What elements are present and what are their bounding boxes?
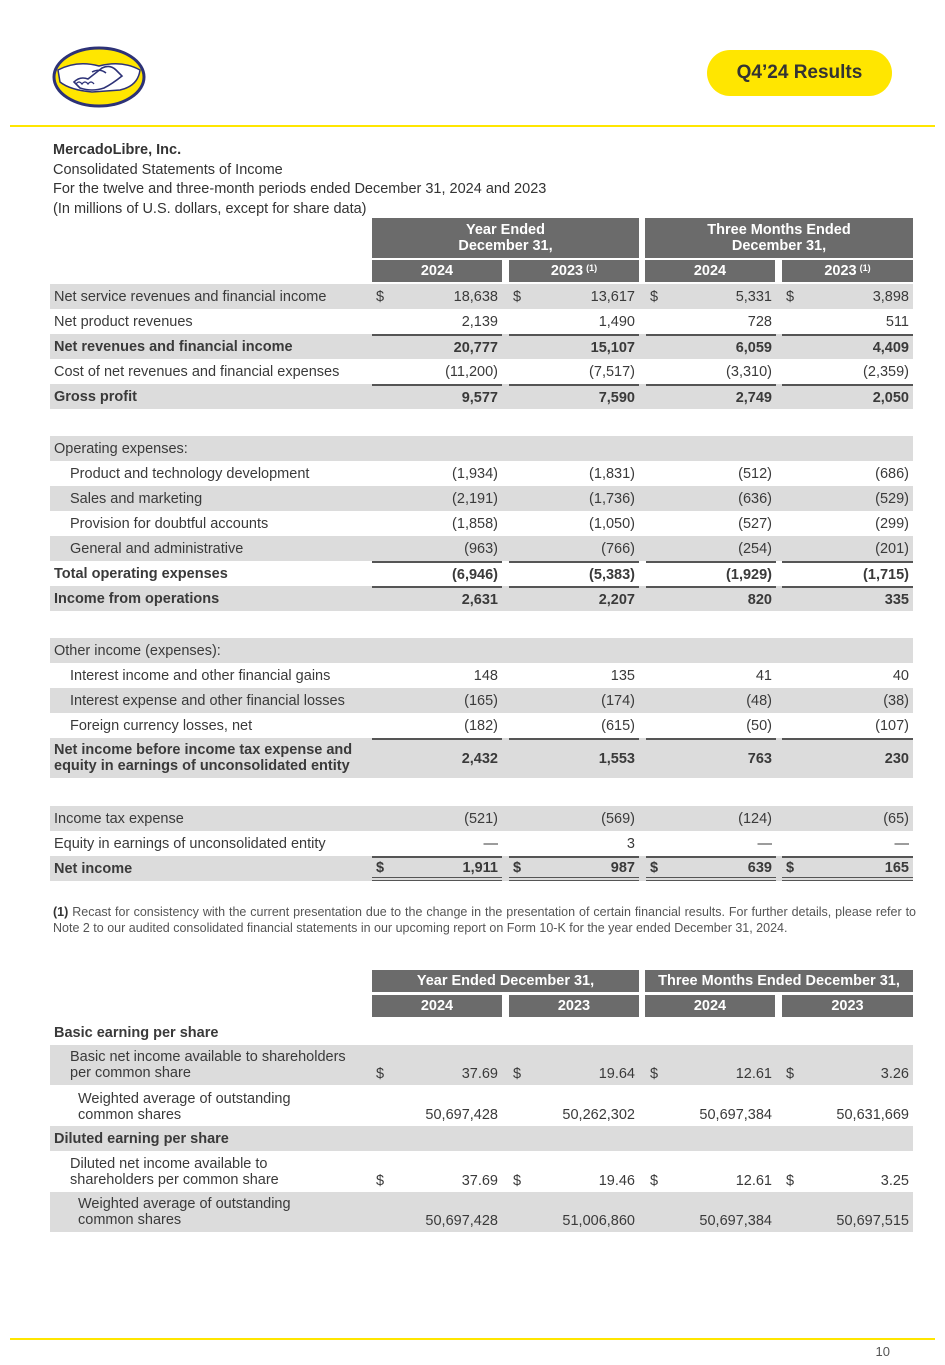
cell-value: (65) (883, 810, 909, 827)
row-label: Basic net income available to shareholders per common share (70, 1049, 346, 1081)
value-cell (509, 284, 639, 309)
value-cell (646, 461, 776, 486)
value-cell (372, 1152, 502, 1192)
cell-value: 2,432 (461, 751, 498, 767)
cell-value: (1,736) (589, 490, 635, 507)
row-label: Cost of net revenues and financial expenses (54, 363, 340, 380)
header-col-2023-year: 2023 $^{(1)}$ (509, 260, 639, 282)
table-row (50, 511, 913, 536)
cell-value: 20,777 (453, 339, 498, 356)
cell-value: 5,331 (735, 288, 772, 305)
value-cell (509, 359, 639, 384)
eps-header-three-months-ended: Three Months Ended December 31, (645, 970, 913, 992)
value-cell (782, 309, 913, 334)
value-cell (372, 586, 502, 611)
value-cell (372, 1045, 502, 1085)
cell-value: (107) (875, 717, 909, 734)
value-cell (782, 536, 913, 561)
dollar-sign: $ (513, 1066, 522, 1082)
footnote-marker: (1) (53, 905, 69, 919)
page-number: 10 (875, 1344, 890, 1359)
cell-value: 639 (747, 859, 772, 876)
cell-value: (165) (464, 692, 498, 709)
dollar-sign: $ (650, 859, 659, 876)
value-cell (646, 856, 776, 881)
section-header-row (50, 638, 913, 663)
cell-value: 148 (473, 667, 498, 684)
cell-value: — (757, 835, 772, 852)
cell-value: 4,409 (872, 339, 909, 356)
header-col-2024-year: 2024 (372, 260, 502, 282)
cell-value: 2,749 (735, 389, 772, 406)
dollar-sign: $ (786, 1173, 795, 1189)
cell-value: (1,050) (589, 515, 635, 532)
cell-value: (5,383) (589, 566, 635, 583)
value-cell (509, 1192, 639, 1232)
value-cell (646, 511, 776, 536)
cell-value: 12.61 (735, 1066, 772, 1082)
eps-section-title (50, 1020, 913, 1045)
dollar-sign: $ (376, 1173, 385, 1189)
cell-value: (7,517) (589, 363, 635, 380)
cell-value: 820 (747, 591, 772, 608)
cell-value: 50,697,515 (836, 1213, 909, 1229)
value-cell (646, 359, 776, 384)
cell-value: — (483, 835, 498, 852)
dollar-sign: $ (786, 859, 795, 876)
value-cell (782, 384, 913, 409)
dollar-sign: $ (376, 288, 385, 305)
cell-value: 50,697,428 (425, 1107, 498, 1123)
cell-value: 3.26 (880, 1066, 909, 1082)
cell-value: (6,946) (452, 566, 498, 583)
eps-col-2024-quarter: 2024 (645, 995, 775, 1017)
value-cell (372, 461, 502, 486)
value-cell (509, 663, 639, 688)
cell-value: (1,858) (452, 515, 498, 532)
value-cell (372, 831, 502, 856)
cell-value: 51,006,860 (562, 1213, 635, 1229)
row-label: Income from operations (54, 590, 220, 607)
table-row (50, 738, 913, 778)
value-cell (646, 486, 776, 511)
section-header-row (50, 436, 913, 461)
table-row (50, 359, 913, 384)
row-label: Net product revenues (54, 313, 193, 330)
table-row (50, 461, 913, 486)
row-label: Other income (expenses): (54, 642, 221, 659)
value-cell (509, 309, 639, 334)
dollar-sign: $ (650, 1173, 659, 1189)
eps-col-2023-year: 2023 (509, 995, 639, 1017)
value-cell (372, 334, 502, 359)
dollar-sign: $ (376, 859, 385, 876)
statement-units: (In millions of U.S. dollars, except for share data) (53, 200, 367, 217)
cell-value: 987 (610, 859, 635, 876)
table-row (50, 1192, 913, 1232)
cell-value: (174) (601, 692, 635, 709)
value-cell (782, 486, 913, 511)
cell-value: (529) (875, 490, 909, 507)
dollar-sign: $ (376, 1066, 385, 1082)
value-cell (509, 561, 639, 586)
value-cell (782, 284, 913, 309)
value-cell (372, 384, 502, 409)
value-cell (782, 738, 913, 778)
cell-value: (521) (464, 810, 498, 827)
row-label: Net income (54, 860, 133, 877)
value-cell (782, 1152, 913, 1192)
cell-value: 50,631,669 (836, 1107, 909, 1123)
value-cell (782, 586, 913, 611)
dollar-sign: $ (513, 288, 522, 305)
cell-value: (2,359) (863, 363, 909, 380)
value-cell (646, 806, 776, 831)
header-three-months-ended: Three Months Ended December 31, (645, 218, 913, 258)
cell-value: (569) (601, 810, 635, 827)
cell-value: (124) (738, 810, 772, 827)
cell-value: 335 (884, 591, 909, 608)
cell-value: 763 (747, 751, 772, 767)
value-cell (646, 1152, 776, 1192)
row-label: Weighted average of outstanding common shares (78, 1196, 291, 1228)
value-cell (646, 1192, 776, 1232)
cell-value: (1,715) (863, 566, 909, 583)
cell-value: (615) (601, 717, 635, 734)
header-divider (10, 125, 935, 127)
cell-value: 2,139 (461, 313, 498, 330)
cell-value: 2,050 (872, 389, 909, 406)
dollar-sign: $ (513, 1173, 522, 1189)
value-cell (646, 334, 776, 359)
table-row (50, 1045, 913, 1085)
dollar-sign: $ (786, 288, 795, 305)
cell-value: 15,107 (590, 339, 635, 356)
row-label: Provision for doubtful accounts (70, 515, 269, 532)
row-label: Gross profit (54, 388, 137, 405)
value-cell (372, 1088, 502, 1126)
table-row (50, 561, 913, 586)
cell-value: (299) (875, 515, 909, 532)
cell-value: 13,617 (590, 288, 635, 305)
value-cell (646, 713, 776, 738)
cell-value: (1,929) (726, 566, 772, 583)
row-label: Interest income and other financial gains (70, 667, 331, 684)
cell-value: 1,553 (598, 751, 635, 767)
footer-divider (10, 1338, 935, 1340)
cell-value: 19.46 (598, 1173, 635, 1189)
value-cell (509, 1045, 639, 1085)
value-cell (782, 511, 913, 536)
value-cell (372, 561, 502, 586)
table-row (50, 586, 913, 611)
cell-value: — (894, 835, 909, 852)
cell-value: (254) (738, 540, 772, 557)
value-cell (509, 536, 639, 561)
table-row (50, 1152, 913, 1192)
value-cell (782, 713, 913, 738)
value-cell (509, 334, 639, 359)
value-cell (646, 309, 776, 334)
value-cell (782, 1045, 913, 1085)
value-cell (372, 738, 502, 778)
cell-value: 37.69 (461, 1066, 498, 1082)
table-row (50, 384, 913, 409)
cell-value: 40 (892, 667, 909, 684)
value-cell (646, 1088, 776, 1126)
cell-value: 1,490 (598, 313, 635, 330)
row-label: Diluted net income available to shareholders per common share (70, 1156, 279, 1188)
value-cell (646, 831, 776, 856)
footnote-text: Recast for consistency with the current presentation due to the change in the presentation of certain financial results. For further details, please refer to Note 2 to our audited consolidated financial statements in our upcoming report on Form 10-K for the year ended December 31, 2024. (53, 905, 916, 935)
footnote (53, 904, 916, 936)
value-cell (372, 486, 502, 511)
eps-col-2023-quarter: 2023 (782, 995, 913, 1017)
statement-period: For the twelve and three-month periods ended December 31, 2024 and 2023 (53, 181, 547, 197)
value-cell (646, 663, 776, 688)
table-row (50, 856, 913, 881)
cell-value: 50,697,384 (699, 1107, 772, 1123)
cell-value: (1,831) (589, 465, 635, 482)
value-cell (509, 738, 639, 778)
value-cell (509, 586, 639, 611)
table-row (50, 1088, 913, 1126)
table-row (50, 806, 913, 831)
cell-value: 728 (747, 313, 772, 330)
value-cell (372, 688, 502, 713)
value-cell (509, 831, 639, 856)
value-cell (782, 856, 913, 881)
value-cell (372, 663, 502, 688)
value-cell (509, 806, 639, 831)
cell-value: 7,590 (598, 389, 635, 406)
row-label: Operating expenses: (54, 440, 188, 457)
value-cell (646, 384, 776, 409)
cell-value: 1,911 (462, 859, 498, 876)
row-label: General and administrative (70, 540, 244, 557)
value-cell (372, 359, 502, 384)
cell-value: 50,262,302 (562, 1107, 635, 1123)
table-row (50, 284, 913, 309)
value-cell (782, 663, 913, 688)
row-label: Interest expense and other financial losses (70, 692, 345, 709)
cell-value: 19.64 (598, 1066, 635, 1082)
value-cell (782, 334, 913, 359)
dollar-sign: $ (513, 859, 522, 876)
value-cell (509, 486, 639, 511)
header-col-2023-quarter: 2023 $^{(1)}$ (782, 260, 913, 282)
table-row (50, 486, 913, 511)
value-cell (509, 1088, 639, 1126)
cell-value: 50,697,384 (699, 1213, 772, 1229)
row-label: Weighted average of outstanding common shares (78, 1091, 291, 1123)
value-cell (372, 511, 502, 536)
cell-value: 3 (626, 835, 635, 852)
cell-value: (963) (464, 540, 498, 557)
cell-value: 18,638 (453, 288, 498, 305)
value-cell (372, 806, 502, 831)
company-name: MercadoLibre, Inc. (53, 142, 182, 158)
value-cell (646, 688, 776, 713)
cell-value: (11,200) (445, 363, 498, 380)
row-label: Income tax expense (54, 810, 184, 827)
table-row (50, 831, 913, 856)
value-cell (509, 461, 639, 486)
row-label: Net revenues and financial income (54, 338, 293, 355)
eps-header-year-ended: Year Ended December 31, (372, 970, 639, 992)
value-cell (372, 856, 502, 881)
row-label: Sales and marketing (70, 490, 203, 507)
statement-title: Consolidated Statements of Income (53, 161, 283, 178)
cell-value: 135 (610, 667, 635, 684)
value-cell (646, 536, 776, 561)
cell-value: 6,059 (735, 339, 772, 356)
row-label: Foreign currency losses, net (70, 717, 253, 734)
header-col-2024-quarter: 2024 (645, 260, 775, 282)
value-cell (782, 561, 913, 586)
cell-value: (182) (464, 717, 498, 734)
statement-heading (53, 141, 546, 219)
dollar-sign: $ (650, 1066, 659, 1082)
header-year-ended: Year Ended December 31, (372, 218, 639, 258)
table-row (50, 536, 913, 561)
table-row (50, 663, 913, 688)
cell-value: (766) (601, 540, 635, 557)
row-label: Product and technology development (70, 465, 310, 482)
dollar-sign: $ (786, 1066, 795, 1082)
cell-value: (50) (746, 717, 772, 734)
eps-col-2024-year: 2024 (372, 995, 502, 1017)
value-cell (509, 511, 639, 536)
dollar-sign: $ (650, 288, 659, 305)
value-cell (782, 831, 913, 856)
value-cell (509, 688, 639, 713)
row-label: Net service revenues and financial income (54, 288, 327, 305)
cell-value: (3,310) (726, 363, 772, 380)
cell-value: 230 (884, 751, 909, 767)
value-cell (372, 713, 502, 738)
value-cell (782, 461, 913, 486)
value-cell (646, 1045, 776, 1085)
value-cell (372, 284, 502, 309)
cell-value: (48) (746, 692, 772, 709)
value-cell (782, 1088, 913, 1126)
value-cell (646, 284, 776, 309)
cell-value: (636) (738, 490, 772, 507)
cell-value: 2,207 (598, 591, 635, 608)
value-cell (372, 536, 502, 561)
cell-value: 3.25 (880, 1173, 909, 1189)
value-cell (646, 586, 776, 611)
cell-value: 41 (755, 667, 772, 684)
cell-value: 511 (885, 313, 909, 330)
value-cell (646, 561, 776, 586)
table-row (50, 688, 913, 713)
cell-value: (201) (875, 540, 909, 557)
cell-value: (2,191) (452, 490, 498, 507)
eps-section-title (50, 1126, 913, 1151)
cell-value: 9,577 (461, 389, 498, 406)
cell-value: (686) (875, 465, 909, 482)
cell-value: 165 (884, 859, 909, 876)
value-cell (782, 806, 913, 831)
table-row (50, 334, 913, 359)
value-cell (646, 738, 776, 778)
cell-value: (38) (883, 692, 909, 709)
table-row (50, 309, 913, 334)
cell-value: 50,697,428 (425, 1213, 498, 1229)
value-cell (509, 1152, 639, 1192)
value-cell (782, 688, 913, 713)
value-cell (509, 713, 639, 738)
cell-value: (1,934) (452, 465, 498, 482)
row-label: Total operating expenses (54, 565, 228, 582)
row-label: Net income before income tax expense and equity in earnings of unconsolidated entity (54, 742, 353, 774)
value-cell (782, 1192, 913, 1232)
section-title-label: Basic earning per share (54, 1024, 219, 1041)
cell-value: 12.61 (735, 1173, 772, 1189)
value-cell (509, 384, 639, 409)
cell-value: 2,631 (461, 591, 498, 608)
cell-value: 3,898 (872, 288, 909, 305)
value-cell (782, 359, 913, 384)
cell-value: 37.69 (461, 1173, 498, 1189)
cell-value: (512) (738, 465, 772, 482)
cell-value: (527) (738, 515, 772, 532)
value-cell (372, 309, 502, 334)
mercadolibre-logo-icon (52, 46, 146, 108)
value-cell (509, 856, 639, 881)
quarter-results-badge: Q4’24 Results (707, 50, 892, 96)
table-row (50, 713, 913, 738)
row-label: Equity in earnings of unconsolidated entity (54, 835, 326, 852)
section-title-label: Diluted earning per share (54, 1130, 229, 1147)
value-cell (372, 1192, 502, 1232)
